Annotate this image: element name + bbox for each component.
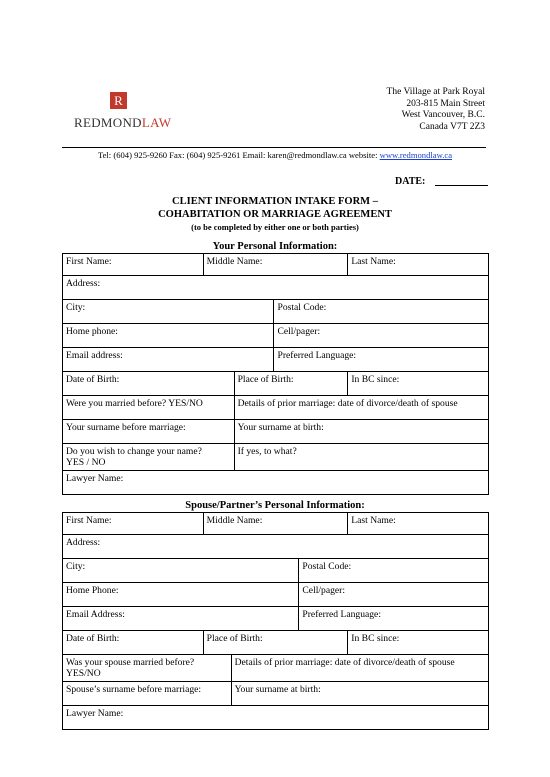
spouse-language-field[interactable]: Preferred Language:: [299, 607, 489, 631]
logo-wordmark: [74, 115, 171, 131]
address-line: West Vancouver, B.C.: [401, 110, 485, 121]
married-before-field[interactable]: Were you married before? YES/NO: [63, 396, 235, 420]
form-subtitle: COHABITATION OR MARRIAGE AGREEMENT: [158, 209, 392, 220]
bc-since-field[interactable]: In BC since:: [348, 372, 489, 396]
middle-name-field[interactable]: Middle Name:: [203, 254, 348, 276]
spouse-lawyer-name-field[interactable]: Lawyer Name:: [63, 706, 489, 730]
date-field[interactable]: [435, 185, 488, 186]
logo-icon: R: [110, 92, 127, 109]
city-field[interactable]: City:: [63, 300, 274, 324]
spouse-home-phone-field[interactable]: Home Phone:: [63, 583, 299, 607]
prior-marriage-field[interactable]: Details of prior marriage: date of divorce/death of spouse: [234, 396, 488, 420]
spouse-first-name-field[interactable]: First Name:: [63, 513, 204, 535]
surname-birth-field[interactable]: Your surname at birth:: [234, 420, 488, 444]
language-field[interactable]: Preferred Language:: [274, 348, 489, 372]
spouse-last-name-field[interactable]: Last Name:: [348, 513, 489, 535]
date-label: DATE:: [395, 176, 426, 187]
spouse-email-field[interactable]: Email Address:: [63, 607, 299, 631]
spouse-pob-field[interactable]: Place of Birth:: [203, 631, 348, 655]
last-name-field[interactable]: Last Name:: [348, 254, 489, 276]
spouse-cell-field[interactable]: Cell/pager:: [299, 583, 489, 607]
spouse-prior-marriage-field[interactable]: Details of prior marriage: date of divorce/death of spouse: [231, 655, 488, 682]
spouse-address-field[interactable]: Address:: [63, 535, 489, 559]
spouse-married-before-options: YES/NO: [66, 668, 101, 679]
firm-address: [387, 87, 485, 133]
spouse-bc-since-field[interactable]: In BC since:: [348, 631, 489, 655]
form-title: CLIENT INFORMATION INTAKE FORM –: [172, 196, 378, 207]
lawyer-name-field[interactable]: Lawyer Name:: [63, 471, 489, 495]
dob-field[interactable]: Date of Birth:: [63, 372, 235, 396]
spouse-dob-field[interactable]: Date of Birth:: [63, 631, 204, 655]
change-name-field[interactable]: [63, 444, 235, 471]
change-name-label: Do you wish to change your name?: [66, 446, 202, 457]
pob-field[interactable]: Place of Birth:: [234, 372, 348, 396]
home-phone-field[interactable]: Home phone:: [63, 324, 274, 348]
contact-text: Tel: (604) 925-9260 Fax: (604) 925-9261 Email: karen@redmondlaw.ca website:: [97, 150, 380, 160]
new-name-field[interactable]: If yes, to what?: [234, 444, 488, 471]
contact-line: [0, 150, 550, 160]
address-line: The Village at Park Royal: [386, 87, 485, 97]
surname-before-field[interactable]: Your surname before marriage:: [63, 420, 235, 444]
logo-name-part1: REDMOND: [74, 115, 142, 130]
header-divider: [62, 147, 486, 148]
first-name-field[interactable]: First Name:: [63, 254, 204, 276]
address-field[interactable]: Address:: [63, 276, 489, 300]
cell-field[interactable]: Cell/pager:: [274, 324, 489, 348]
spouse-section-title: Spouse/Partner’s Personal Information:: [185, 500, 365, 511]
form-instructions: (to be completed by either one or both parties): [191, 222, 359, 232]
spouse-city-field[interactable]: City:: [63, 559, 299, 583]
spouse-postal-code-field[interactable]: Postal Code:: [299, 559, 489, 583]
spouse-married-before-label: Was your spouse married before?: [66, 657, 195, 668]
spouse-surname-before-field[interactable]: Spouse’s surname before marriage:: [63, 682, 232, 706]
spouse-middle-name-field[interactable]: Middle Name:: [203, 513, 348, 535]
website-link[interactable]: www.redmondlaw.ca: [379, 150, 453, 160]
address-line: Canada V7T 2Z3: [419, 121, 485, 132]
change-name-options: YES / NO: [66, 457, 106, 468]
logo-name-part2: LAW: [141, 115, 172, 130]
personal-section-title: Your Personal Information:: [212, 241, 338, 252]
personal-info-table: [62, 253, 489, 495]
address-line: 203-815 Main Street: [406, 98, 485, 109]
spouse-married-before-field[interactable]: [63, 655, 232, 682]
spouse-surname-birth-field[interactable]: Your surname at birth:: [231, 682, 488, 706]
email-field[interactable]: Email address:: [63, 348, 274, 372]
postal-code-field[interactable]: Postal Code:: [274, 300, 489, 324]
spouse-info-table: [62, 512, 489, 730]
